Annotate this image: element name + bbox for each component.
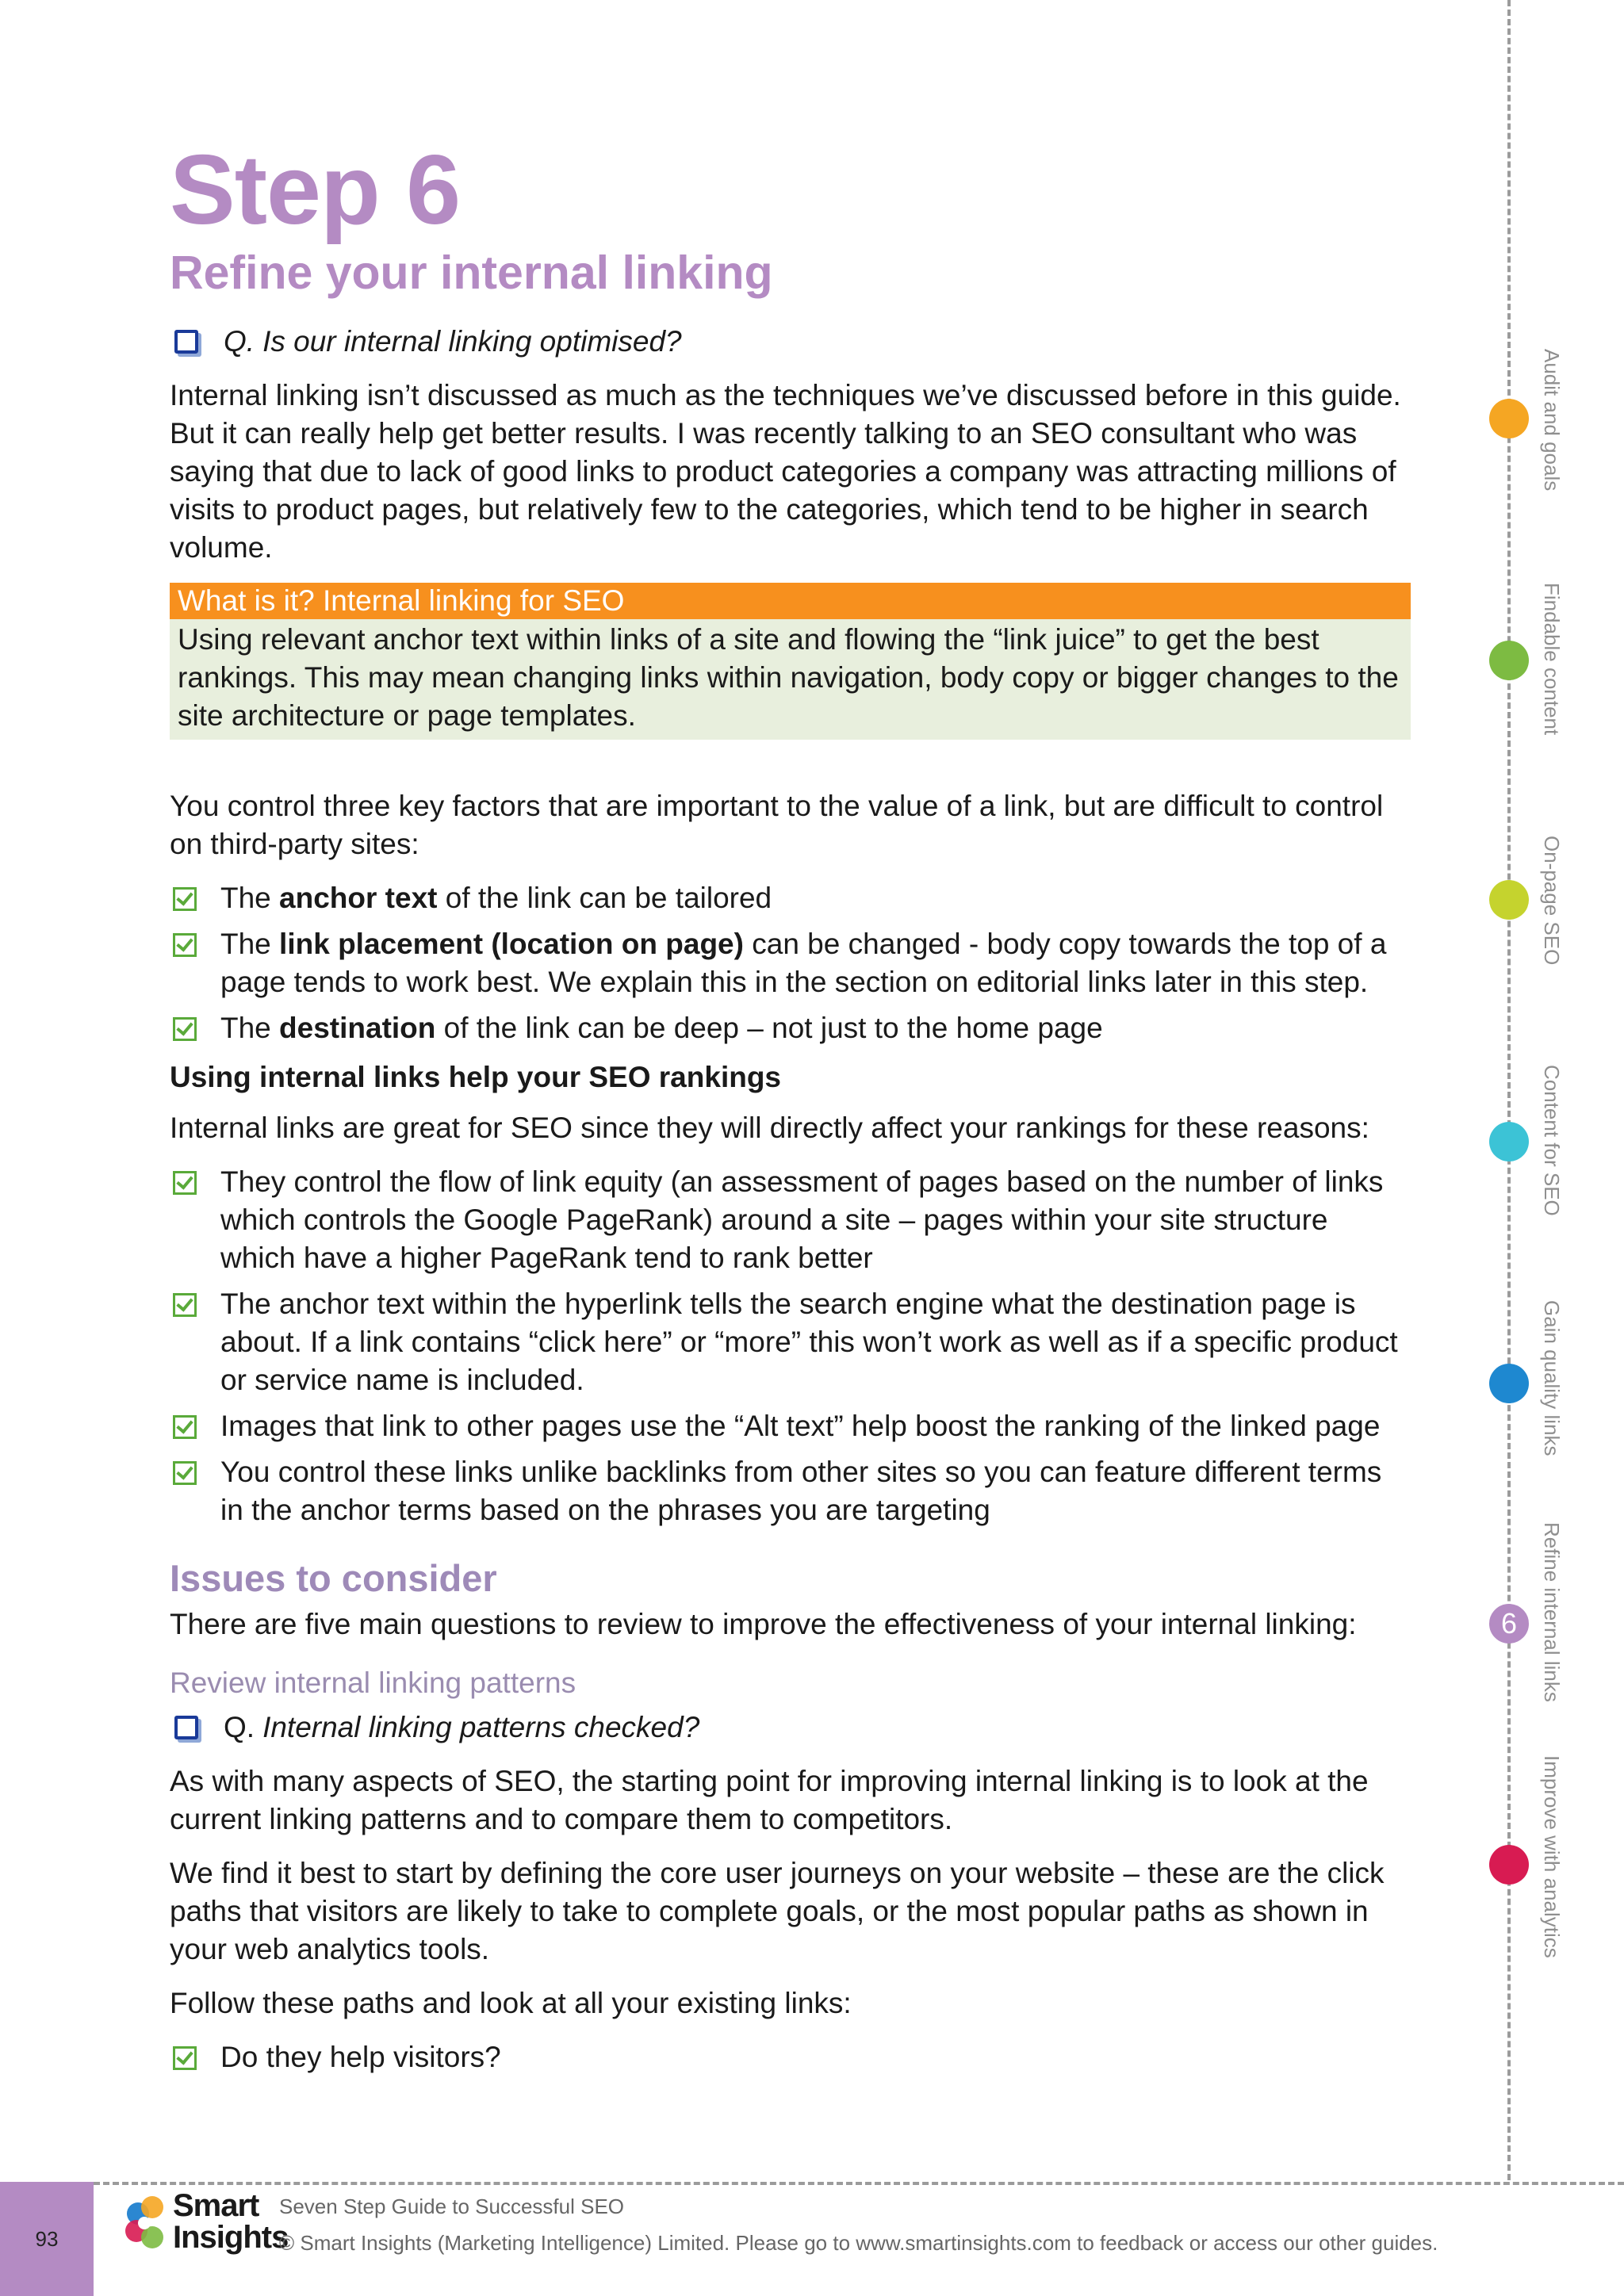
footer-copyright: © Smart Insights (Marketing Intelligence) Limited. Please go to www.smartinsights.com to feedback or access our other guides. bbox=[279, 2231, 1438, 2255]
step-subtitle: Refine your internal linking bbox=[170, 247, 773, 299]
list-item: The link placement (location on page) can be changed - body copy towards the top of a page tends to work best. We explain this in the section on editorial links later in this step. bbox=[170, 925, 1411, 1001]
paragraph: As with many aspects of SEO, the starting point for improving internal linking is to look at the current linking patterns and to compare them to competitors. bbox=[170, 1765, 1369, 1836]
nav-dot-audit[interactable] bbox=[1489, 399, 1529, 438]
question-prefix: Q. bbox=[224, 324, 255, 358]
checkbox-icon bbox=[174, 1716, 198, 1739]
footer-guide-title: Seven Step Guide to Successful SEO bbox=[279, 2195, 625, 2218]
nav-current-step[interactable]: 6 bbox=[1489, 1604, 1529, 1644]
reasons-list bbox=[170, 1163, 1411, 1529]
question-prefix: Q. bbox=[224, 1711, 255, 1744]
question-line bbox=[170, 1709, 1411, 1747]
checkmark-icon bbox=[173, 2046, 197, 2070]
page-content bbox=[170, 136, 1411, 2087]
question-line bbox=[170, 323, 1411, 361]
list-item: They control the flow of link equity (an assessment of pages based on the number of links which controls the Google PageRank) around a site – pages within your site structure which have a higher PageRank tend to rank better bbox=[170, 1163, 1411, 1277]
list-item: The anchor text of the link can be tailored bbox=[170, 879, 1411, 917]
paths-list bbox=[170, 2038, 1411, 2076]
paragraph: We find it best to start by defining the core user journeys on your website – these are the click paths that visitors are likely to take to complete goals, or the most popular paths as shown in your web analytics tools. bbox=[170, 1857, 1385, 1966]
checkmark-icon bbox=[173, 1171, 197, 1195]
internal-links-heading: Using internal links help your SEO rankings bbox=[170, 1060, 782, 1093]
issues-heading: Issues to consider bbox=[170, 1556, 497, 1599]
list-item: The anchor text within the hyperlink tells the search engine what the destination page is about. If a link contains “click here” or “more” this won’t work as well as if a specific product or service name is included. bbox=[170, 1285, 1411, 1399]
list-item: Do they help visitors? bbox=[170, 2038, 1411, 2076]
review-patterns-subheading: Review internal linking patterns bbox=[170, 1667, 576, 1700]
nav-dot-analytics[interactable] bbox=[1489, 1845, 1529, 1885]
definition-body: Using relevant anchor text within links of a site and flowing the “link juice” to get the best rankings. This may mean changing links within navigation, body copy or bigger changes to the site architecture or page templates. bbox=[170, 619, 1411, 740]
list-item: The destination of the link can be deep – not just to the home page bbox=[170, 1009, 1411, 1047]
list-item: Images that link to other pages use the “Alt text” help boost the ranking of the linked page bbox=[170, 1407, 1411, 1445]
nav-label-onpage[interactable]: On-page SEO bbox=[1540, 836, 1564, 966]
nav-dot-onpage[interactable] bbox=[1489, 880, 1529, 920]
footer-dashed-line bbox=[94, 2182, 1624, 2185]
checkmark-icon bbox=[173, 1017, 197, 1041]
question-text: Internal linking patterns checked? bbox=[262, 1711, 700, 1744]
nav-label-findable[interactable]: Findable content bbox=[1540, 583, 1564, 736]
nav-dot-links[interactable] bbox=[1489, 1364, 1529, 1403]
nav-label-analytics[interactable]: Improve with analytics bbox=[1540, 1755, 1564, 1958]
definition-box bbox=[170, 583, 1411, 740]
checkmark-icon bbox=[173, 1415, 197, 1439]
nav-dot-findable[interactable] bbox=[1489, 641, 1529, 680]
checkmark-icon bbox=[173, 1461, 197, 1485]
page-number: 93 bbox=[0, 2182, 94, 2296]
list-item: You control these links unlike backlinks from other sites so you can feature different terms in the anchor terms based on the phrases you are targeting bbox=[170, 1453, 1411, 1529]
logo-text: Smart Insights bbox=[173, 2188, 289, 2255]
step-title: Step 6 bbox=[170, 136, 461, 245]
checkmark-icon bbox=[173, 1293, 197, 1317]
checkmark-icon bbox=[173, 933, 197, 957]
intro-paragraph: Internal linking isn’t discussed as much as the techniques we’ve discussed before in this guide. But it can really help get better results. I was recently talking to an SEO consultant who was saying that due to lack of good links to product categories a company was attracting millions of visits to product pages, but relatively few to the categories, which tend to be higher in search volume. bbox=[170, 378, 1401, 564]
question-text: Is our internal linking optimised? bbox=[262, 324, 682, 358]
nav-label-links[interactable]: Gain quality links bbox=[1540, 1300, 1564, 1456]
nav-label-internal[interactable]: Refine internal links bbox=[1540, 1522, 1564, 1702]
paragraph: Follow these paths and look at all your existing links: bbox=[170, 1987, 852, 2020]
internal-links-intro: Internal links are great for SEO since they will directly affect your rankings for these reasons: bbox=[170, 1111, 1369, 1144]
nav-label-audit[interactable]: Audit and goals bbox=[1540, 349, 1564, 492]
checkbox-icon bbox=[174, 330, 198, 354]
nav-label-content[interactable]: Content for SEO bbox=[1540, 1065, 1564, 1216]
control-intro: You control three key factors that are important to the value of a link, but are difficult to control on third-party sites: bbox=[170, 789, 1384, 860]
definition-heading: What is it? Internal linking for SEO bbox=[170, 583, 1411, 619]
issues-intro: There are five main questions to review to improve the effectiveness of your internal linking: bbox=[170, 1608, 1357, 1641]
nav-dot-content[interactable] bbox=[1489, 1122, 1529, 1161]
checkmark-icon bbox=[173, 887, 197, 911]
control-list bbox=[170, 879, 1411, 1047]
